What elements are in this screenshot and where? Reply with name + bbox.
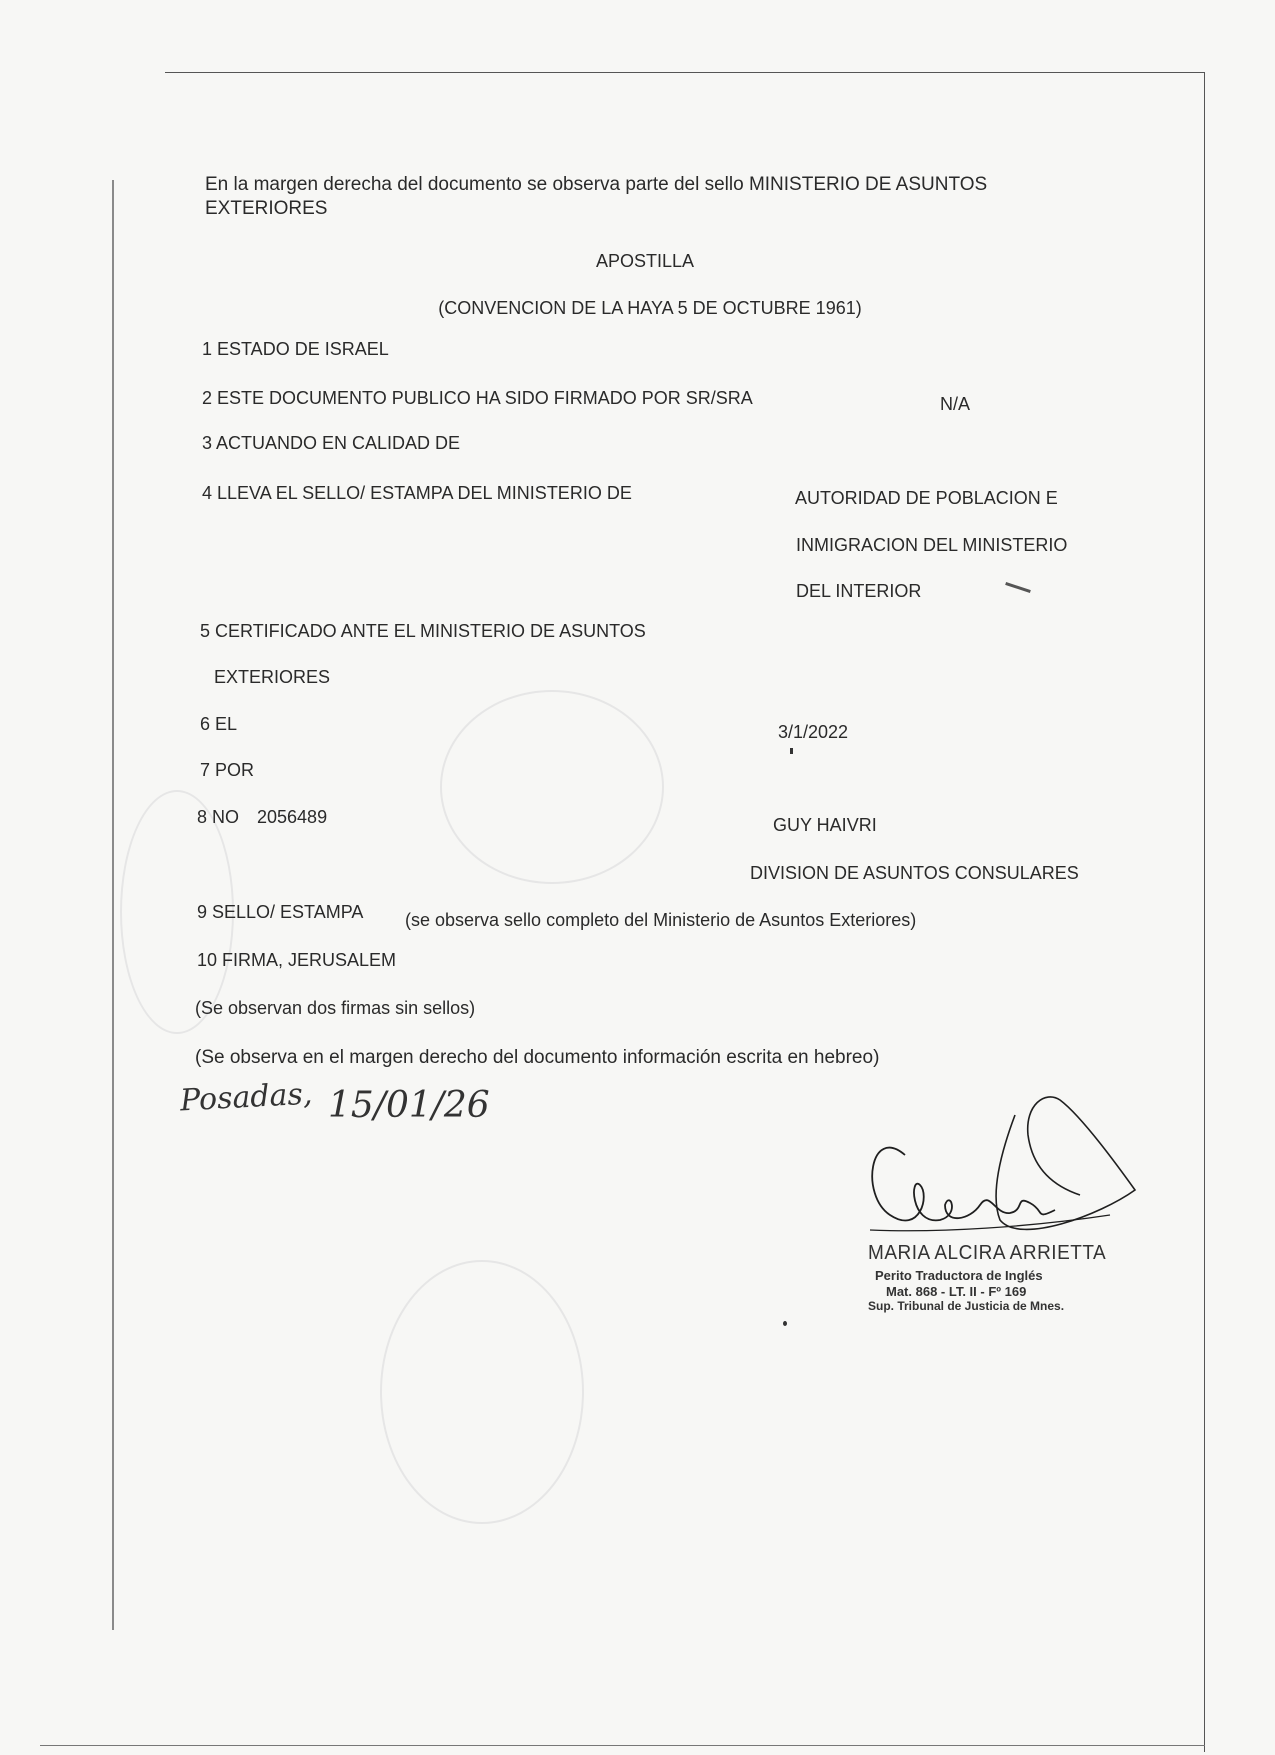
stamp-title: Perito Traductora de Inglés <box>875 1268 1043 1283</box>
document-title: APOSTILLA <box>595 251 695 271</box>
handwritten-place: Posadas, <box>179 1076 314 1119</box>
item-9: 9 SELLO/ ESTAMPA <box>197 902 364 922</box>
item-8: 8 NO <box>197 807 240 827</box>
stamp-registration: Mat. 868 - LT. II - Fº 169 <box>886 1284 1027 1299</box>
item-4: 4 LLEVA EL SELLO/ ESTAMPA DEL MINISTERIO DE <box>202 483 632 503</box>
scan-speck <box>790 748 793 754</box>
item-10: 10 FIRMA, JERUSALEM <box>197 950 397 970</box>
bottom-rule <box>40 1745 1205 1746</box>
item-3: 3 ACTUANDO EN CALIDAD DE <box>202 433 461 453</box>
translator-signature <box>850 1095 1150 1245</box>
bleed-through-seal <box>440 690 664 884</box>
item-6: 6 EL <box>200 714 238 734</box>
intro-line-1: En la margen derecha del documento se observa parte del sello MINISTERIO DE ASUNTOS <box>205 174 988 195</box>
scan-speck <box>783 1321 787 1326</box>
handwritten-date: 15/01/26 <box>328 1085 490 1126</box>
item-8-number: 2056489 <box>257 807 328 827</box>
item-8-value-2: DIVISION DE ASUNTOS CONSULARES <box>750 863 1079 883</box>
document-subtitle: (CONVENCION DE LA HAYA 5 DE OCTUBRE 1961) <box>438 298 862 318</box>
item-8-value-1: GUY HAIVRI <box>773 815 877 835</box>
item-6-value: 3/1/2022 <box>778 722 849 742</box>
stamp-court: Sup. Tribunal de Justicia de Mnes. <box>868 1299 1065 1313</box>
item-5-line-1: 5 CERTIFICADO ANTE EL MINISTERIO DE ASUNTOS <box>200 621 646 641</box>
item-1: 1 ESTADO DE ISRAEL <box>202 339 389 359</box>
item-4-value-1: AUTORIDAD DE POBLACION E <box>795 488 1058 508</box>
note-hebrew: (Se observa en el margen derecho del documento información escrita en hebreo) <box>195 1047 880 1068</box>
stamp-name: MARIA ALCIRA ARRIETTA <box>868 1242 1107 1265</box>
item-2-value: N/A <box>940 394 971 414</box>
item-4-value-3: DEL INTERIOR <box>796 581 922 601</box>
item-4-value-2: INMIGRACION DEL MINISTERIO <box>796 535 1068 555</box>
item-9-note: (se observa sello completo del Ministerio de Asuntos Exteriores) <box>405 910 917 930</box>
bleed-through-seal <box>380 1260 584 1524</box>
intro-line-2: EXTERIORES <box>205 198 328 219</box>
item-2: 2 ESTE DOCUMENTO PUBLICO HA SIDO FIRMADO POR SR/SRA <box>202 388 753 408</box>
item-5-line-2: EXTERIORES <box>214 667 331 687</box>
left-margin-rule <box>112 180 114 1630</box>
item-7: 7 POR <box>200 760 255 780</box>
note-signatures: (Se observan dos firmas sin sellos) <box>195 998 476 1018</box>
